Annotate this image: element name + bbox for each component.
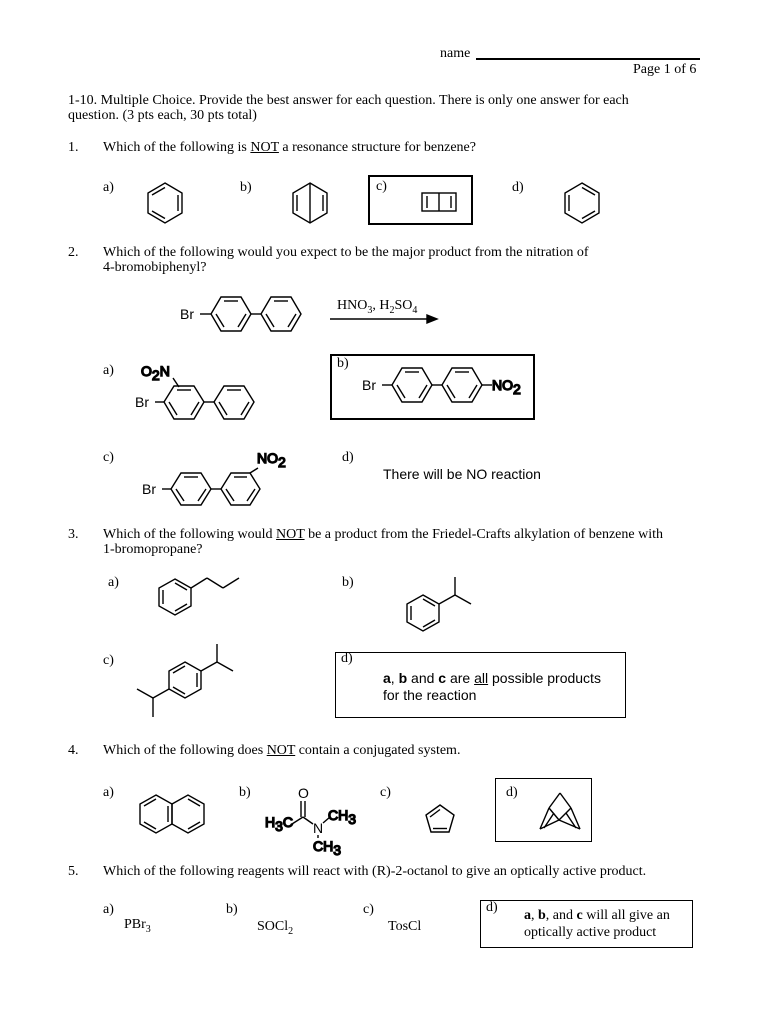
h3c-label: H3C	[265, 814, 294, 834]
q4-text: Which of the following does NOT contain a conjugated system.	[103, 743, 461, 758]
bromine-label: Br	[362, 377, 376, 393]
q1-option-a[interactable]: a)	[103, 180, 114, 195]
q4-option-d[interactable]: d)	[506, 785, 518, 800]
q2-option-b[interactable]: b)	[337, 356, 349, 371]
q2-4-bromobiphenyl	[178, 295, 308, 335]
q4-number: 4.	[68, 743, 79, 758]
q3-option-d[interactable]: d)	[341, 651, 353, 666]
q1-number: 1.	[68, 140, 79, 155]
page-number: Page 1 of 6	[633, 62, 697, 77]
q3-b-cumene	[405, 575, 475, 635]
bromine-label: Br	[142, 481, 156, 497]
q1-d-benzene	[562, 181, 602, 225]
q5-c-reagent: TosCl	[388, 919, 422, 934]
q2-a-structure	[135, 358, 265, 428]
q2-reaction-arrow	[330, 314, 440, 324]
name-field[interactable]	[476, 58, 700, 60]
q3-option-c[interactable]: c)	[103, 653, 114, 668]
q5-option-a[interactable]: a)	[103, 902, 114, 917]
q3-number: 3.	[68, 527, 79, 542]
q4-d-norbornadiene	[536, 790, 586, 834]
q1-a-benzene	[145, 181, 185, 225]
q5-d-answer-2: optically active product	[524, 925, 657, 940]
q3-d-answer-2: for the reaction	[383, 687, 477, 703]
q1-b-dewar-benzene	[290, 181, 330, 225]
q3-c-diisopropylbenzene	[135, 640, 245, 725]
q4-a-naphthalene	[138, 793, 210, 835]
q3-d-answer-1: a, b and c are all possible products	[383, 670, 601, 686]
q2-option-c[interactable]: c)	[103, 450, 114, 465]
q4-option-a[interactable]: a)	[103, 785, 114, 800]
q1-option-d[interactable]: d)	[512, 180, 524, 195]
q2-text-2: 4-bromobiphenyl?	[103, 260, 207, 275]
q2-option-d[interactable]: d)	[342, 450, 354, 465]
q4-option-c[interactable]: c)	[380, 785, 391, 800]
q3-a-propylbenzene	[158, 570, 258, 620]
q1-c-prismane	[420, 191, 460, 213]
q3-text-1: Which of the following would NOT be a product from the Friedel-Crafts alkylation of benzene with	[103, 527, 663, 542]
q5-option-c[interactable]: c)	[363, 902, 374, 917]
q4-c-cyclopentadiene	[424, 803, 458, 837]
q3-option-a[interactable]: a)	[108, 575, 119, 590]
no2-label: NO2	[492, 377, 521, 397]
q1-option-b[interactable]: b)	[240, 180, 252, 195]
q5-option-d[interactable]: d)	[486, 900, 498, 915]
o2n-label: O2N	[141, 363, 170, 383]
q5-option-b[interactable]: b)	[226, 902, 238, 917]
intro-line-2: question. (3 pts each, 30 pts total)	[68, 108, 257, 123]
q3-option-b[interactable]: b)	[342, 575, 354, 590]
q5-text: Which of the following reagents will react with (R)-2-octanol to give an optically active product.	[103, 864, 647, 879]
intro-line-1: 1-10. Multiple Choice. Provide the best answer for each question. There is only one answer for each	[68, 93, 629, 108]
nitrogen-label: N	[313, 820, 324, 836]
q2-number: 2.	[68, 245, 79, 260]
bromine-label: Br	[135, 394, 149, 410]
q4-option-b[interactable]: b)	[239, 785, 251, 800]
q2-b-structure	[362, 366, 532, 406]
q1-text: Which of the following is NOT a resonance structure for benzene?	[103, 140, 476, 155]
q2-c-structure	[142, 448, 292, 510]
ch3-label-2: CH3	[313, 838, 342, 858]
q5-d-answer-1: a, b, and c will all give an	[524, 908, 670, 923]
oxygen-label: O	[298, 785, 309, 801]
q2-option-a[interactable]: a)	[103, 363, 114, 378]
q3-text-2: 1-bromopropane?	[103, 542, 203, 557]
bromine-label: Br	[180, 306, 194, 322]
no2-label: NO2	[257, 450, 286, 470]
q4-b-dimethylacetamide	[262, 783, 372, 858]
ch3-label-1: CH3	[328, 807, 357, 827]
q1-option-c[interactable]: c)	[376, 179, 387, 194]
q2-d-answer: There will be NO reaction	[383, 466, 541, 482]
q5-a-reagent: PBr$_3$	[124, 917, 151, 935]
q2-text-1: Which of the following would you expect to be the major product from the nitration of	[103, 245, 589, 260]
q2-reagents: $HNO_3$, $H_2SO_4$	[337, 298, 418, 316]
q5-b-reagent: SOCl$_2$	[257, 919, 294, 937]
name-label: name	[440, 46, 471, 61]
q5-number: 5.	[68, 864, 79, 879]
